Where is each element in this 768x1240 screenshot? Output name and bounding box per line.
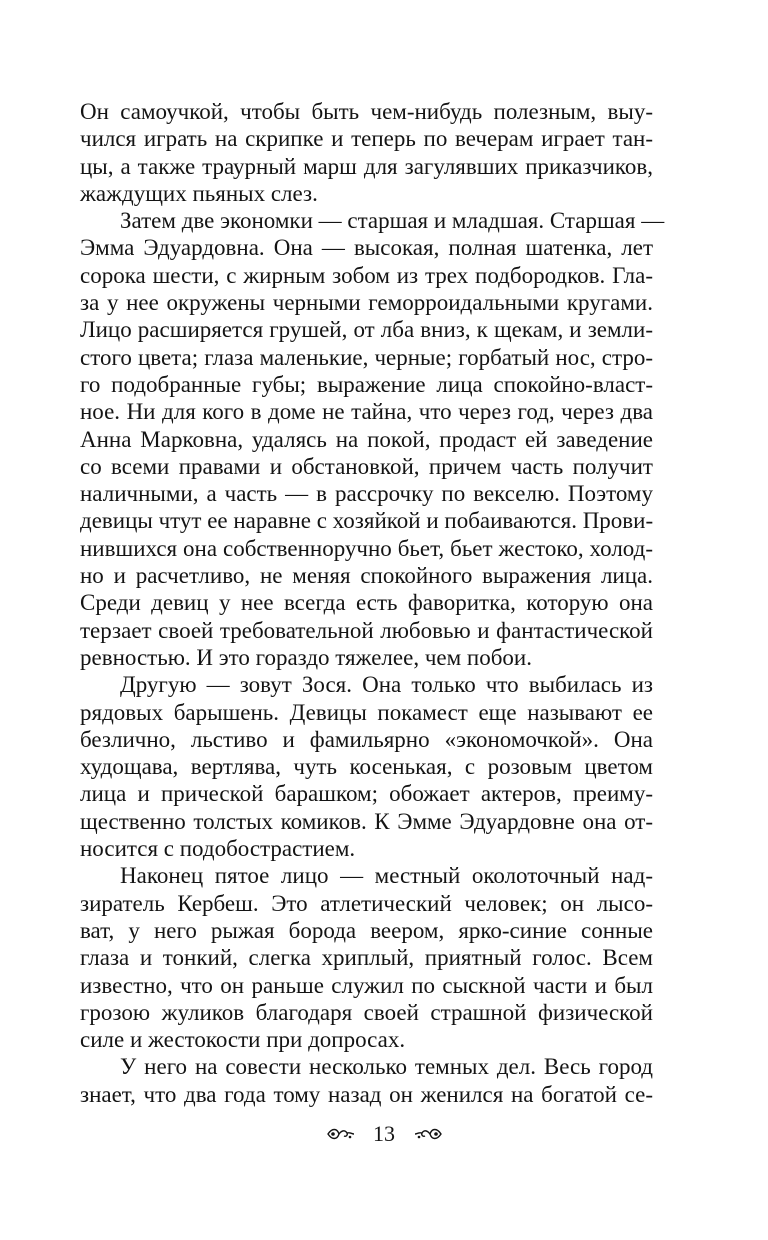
- text-line: ное. Ни для кого в доме не тайна, что через год, через два: [80, 399, 653, 425]
- text-line: известно, что он раньше служил по сыскной части и был: [80, 972, 653, 998]
- body-text: [80, 98, 665, 1108]
- text-line: но и расчетливо, не меняя спокойного выражения лица.: [80, 563, 653, 589]
- text-line: силе и жестокости при допросах.: [80, 1027, 406, 1053]
- text-line: безлично, льстиво и фамильярно «экономочкой». Она: [80, 726, 653, 752]
- text-line: стого цвета; глаза маленькие, черные; горбатый нос, стро-: [80, 344, 653, 370]
- text-line: го подобранные губы; выражение лица спокойно-власт-: [80, 371, 653, 397]
- text-line: Анна Марковна, удалясь на покой, продаст ей заведение: [80, 426, 653, 452]
- text-line: терзает своей требовательной любовью и фантастической: [80, 617, 653, 643]
- text-line: глаза и тонкий, слегка хриплый, приятный голос. Всем: [80, 945, 653, 971]
- text-line: со всеми правами и обстановкой, причем часть получит: [80, 453, 653, 479]
- right-ornament-icon: [413, 1126, 443, 1142]
- text-line: ват, у него рыжая борода веером, ярко-синие сонные: [80, 917, 653, 943]
- text-line: за у нее окружены черными геморроидальными кругами.: [80, 290, 653, 316]
- text-line: ревностью. И это гораздо тяжелее, чем побои.: [80, 644, 532, 670]
- text-line: Затем две экономки — старшая и младшая. Старшая —: [120, 208, 665, 234]
- text-line: жаждущих пьяных слез.: [80, 180, 318, 206]
- text-line: чился играть на скрипке и теперь по вечерам играет тан-: [80, 126, 653, 152]
- text-line: У него на совести несколько темных дел. Весь город: [120, 1054, 653, 1080]
- text-line: знает, что два года тому назад он женился на богатой се-: [80, 1081, 653, 1107]
- text-line: девицы чтут ее наравне с хозяйкой и побаиваются. Прови-: [80, 508, 654, 534]
- page-number: 13: [373, 1120, 395, 1146]
- text-line: наличными, а часть — в рассрочку по векселю. Поэтому: [80, 481, 653, 507]
- text-line: Он самоучкой, чтобы быть чем-нибудь полезным, выу-: [80, 99, 653, 124]
- left-ornament-icon: [326, 1126, 356, 1142]
- text-line: рядовых барышень. Девицы покамест еще называют ее: [80, 699, 653, 725]
- text-line: Другую — зовут Зося. Она только что выбилась из: [120, 672, 653, 698]
- text-line: худощава, вертлява, чуть косенькая, с розовым цветом: [80, 754, 653, 780]
- text-line: сорока шести, с жирным зобом из трех подбородков. Гла-: [80, 262, 653, 288]
- text-line: зиратель Кербеш. Это атлетический человек; он лысо-: [80, 890, 653, 916]
- text-line: лица и прической барашком; обожает актеров, преиму-: [80, 781, 653, 807]
- text-line: Наконец пятое лицо — местный околоточный над-: [120, 863, 653, 889]
- text-line: носится с подобострастием.: [80, 836, 356, 862]
- page-footer: [0, 1119, 768, 1147]
- text-line: Среди девиц у нее всегда есть фаворитка, которую она: [80, 590, 653, 616]
- text-line: нившихся она собственноручно бьет, бьет жестоко, холод-: [80, 535, 653, 561]
- text-line: цы, а также траурный марш для загулявших приказчиков,: [80, 153, 653, 179]
- text-line: Лицо расширяется грушей, от лба вниз, к щекам, и земли-: [80, 317, 653, 343]
- text-line: Эмма Эдуардовна. Она — высокая, полная шатенка, лет: [80, 235, 653, 261]
- text-line: щественно толстых комиков. К Эмме Эдуардовне она от-: [80, 808, 653, 834]
- text-line: грозою жуликов благодаря своей страшной физической: [80, 999, 653, 1025]
